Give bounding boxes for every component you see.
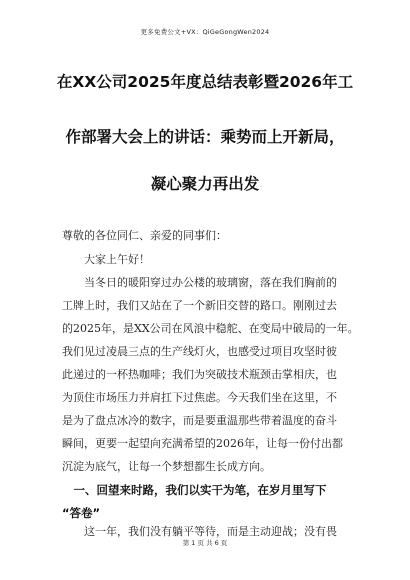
- body-line: 此递过的一杯热咖啡；我们为突破技术瓶颈击掌相庆，也: [62, 368, 337, 381]
- body-line: 这一年，我们没有躺平等待，而是主动迎战；没有畏: [62, 525, 337, 538]
- title-line-3: 凝心聚力再出发: [150, 175, 260, 193]
- body-line: 瞬间，更要一起望向充满希望的2026年，让每一份付出都: [62, 437, 343, 450]
- body-line: 沉淀为底气，让每一个梦想都生长成方向。: [62, 460, 271, 473]
- salutation: 尊敬的各位同仁、亲爱的同事们：: [62, 229, 227, 242]
- body-line: 是为了盘点冰冷的数字，而是要重温那些带着温度的奋斗: [62, 414, 337, 427]
- title-line-2: 作部署大会上的讲话：乘势而上开新局，: [65, 128, 345, 146]
- greeting: 大家上午好！: [62, 253, 150, 266]
- header-note: 更多免费公文+VX：QiGeGongWen2024: [140, 28, 270, 36]
- body-line: 我们见过凌晨三点的生产线灯火，也感受过项目攻坚时彼: [62, 345, 337, 358]
- section-heading-line-2: “答卷”: [62, 506, 101, 520]
- body-line: 工牌上时，我们又站在了一个新旧交替的路口。刚刚过去: [62, 299, 337, 312]
- page-footer: 第 1 页 共 6 页: [182, 539, 228, 547]
- title-line-1: 在XX公司2025年度总结表彰暨2026年工: [56, 73, 354, 91]
- body-line: 当冬日的暖阳穿过办公楼的玻璃窗，落在我们胸前的: [62, 276, 337, 289]
- section-heading-line-1: 一、回望来时路，我们以实干为笔，在岁月里写下: [62, 483, 327, 497]
- body-line: 的2025年，是XX公司在风浪中稳舵、在变局中破局的一年。: [62, 322, 359, 335]
- body-line: 为顶住市场压力并肩扛下过焦虑。今天我们坐在这里，不: [62, 391, 337, 404]
